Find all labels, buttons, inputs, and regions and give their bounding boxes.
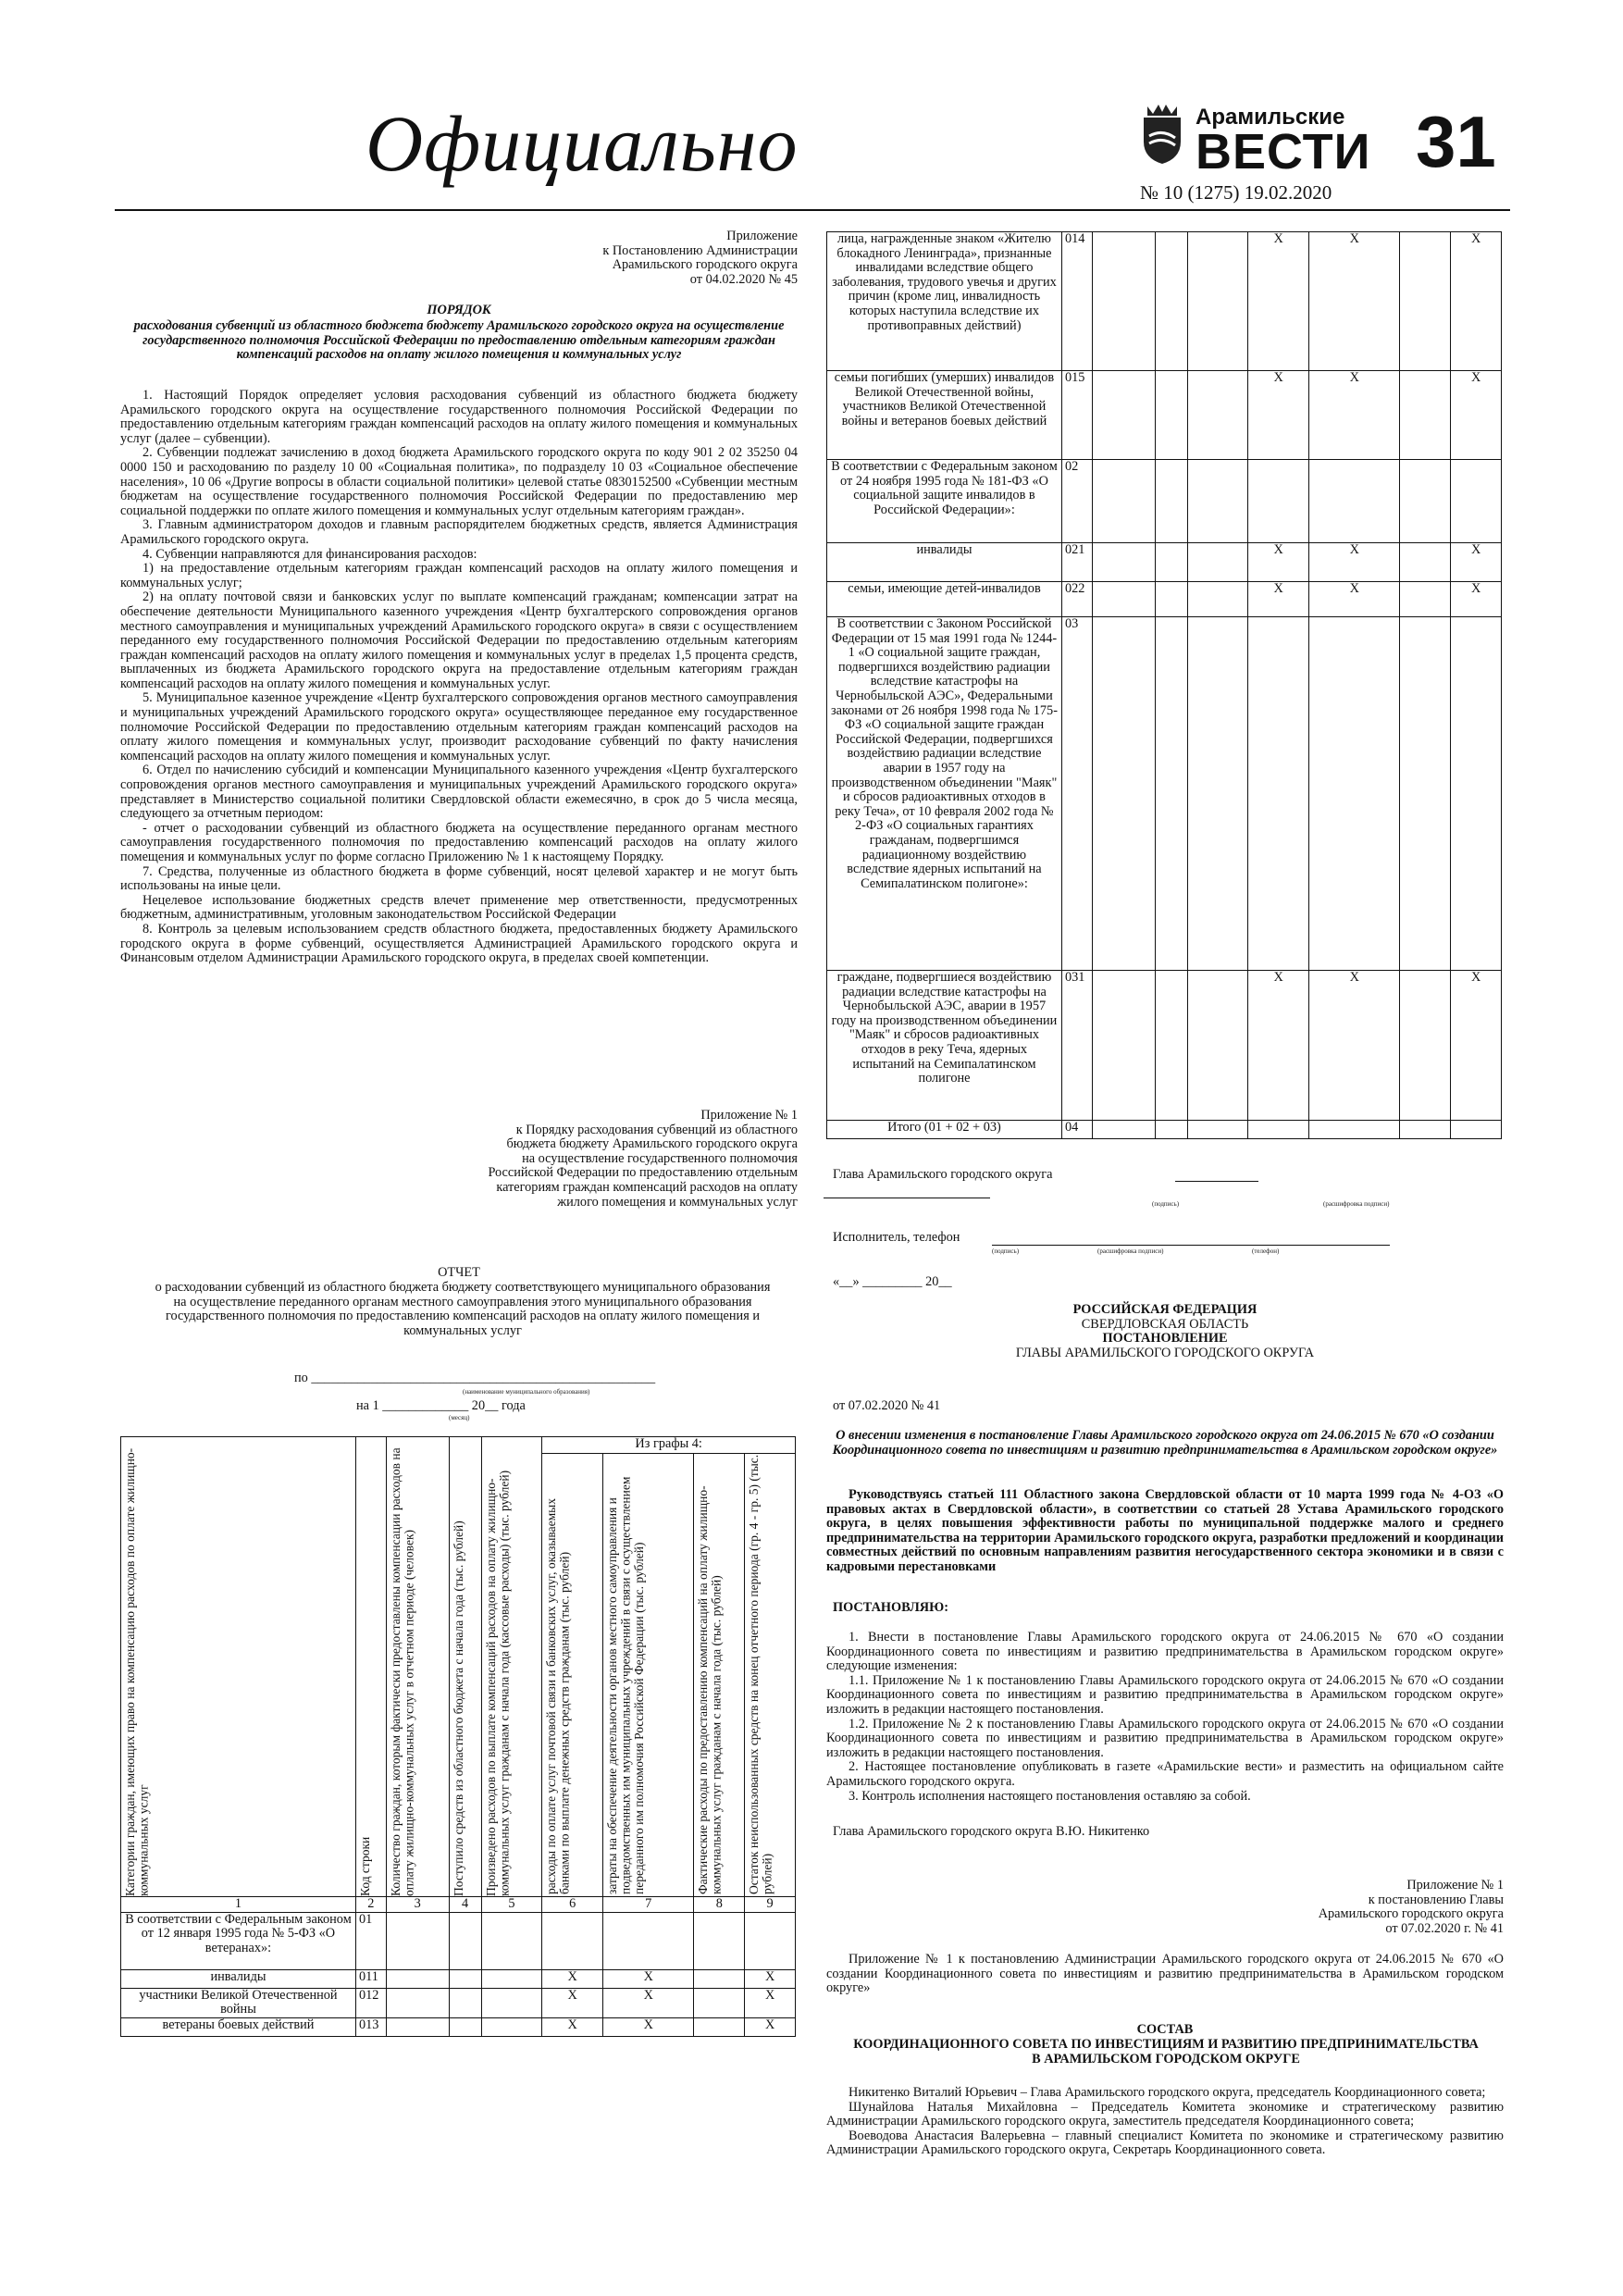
app2-line: от 07.02.2020 г. № 41: [1385, 1920, 1504, 1936]
paragraph: 2) на оплату почтовой связи и банковских услуг по выплате компенсаций гражданам; компенсации затрат на обеспечение деятельности Муниципального казенного учреждения «Центр бухгалтерского сопровождения органов местного самоуправления и муниципальных учреждений Арамильского городского округа» в связи с осуществлением переданного ему государственного полномочия Российской Федерации по предоставлению отдельным категориям граждан компенсаций расходов на оплату жилого помещения и коммунальных услуг в пределах 1,5 процента средств, выплаченных из бюджета Арамильского городского округа на предоставление отдельным категориям граждан компенсаций расходов на оплату жилого помещения и коммунальных услуг.: [120, 590, 798, 691]
logo-main-text: ВЕСТИ: [1196, 124, 1371, 180]
decree-preamble: Руководствуясь статьей 111 Областного закона Свердловской области от 10 марта 1999 года № 4-ОЗ «О правовых актах в Свердловской области», в соответствии со статьей 28 Устава Арамильского городского округа, в целях повышения эффективности работы по муниципальной поддержке малого и среднего предпринимательства на территории Арамильского городского округа, разработки предложений и координации совместных действий по основным направлениям развития негосударственного сектора экономики и в связи с кадровыми перестановками: [826, 1487, 1504, 1574]
header-cell: Поступило средств из областного бюджета с начала года (тыс. рублей): [449, 1437, 481, 1897]
report-subtitle: [130, 1281, 796, 1338]
sostav-title: СОСТАВ: [1136, 2022, 1194, 2037]
appendix-header: [463, 230, 798, 287]
decree-header-line: ГЛАВЫ АРАМИЛЬСКОГО ГОРОДСКОГО ОКРУГА: [1015, 1345, 1315, 1360]
table-row: В соответствии с Федеральным законом от 24 ноября 1995 года № 181-ФЗ «О социальной защите инвалидов в Российской Федерации»: 02: [827, 460, 1502, 543]
paragraph: 7. Средства, полученные из областного бюджета в форме субвенций, носят целевой характер и не могут быть использованы на иные цели.: [120, 863, 798, 894]
paragraph: 1. Настоящий Порядок определяет условия расходования субвенций из областного бюджета бюджету Арамильского городского округа на осуществление государственного полномочия Российской Федерации по предоставлению отдельным категориям граждан компенсаций расходов на оплату жилого помещения и коммунальных услуг (далее – субвенции).: [120, 388, 798, 446]
report-table: [120, 1436, 796, 2037]
table-row: семьи, имеющие детей-инвалидов 022 X X X: [827, 582, 1502, 617]
member-item: Воеводова Анастасия Валерьевна – главный специалист Комитета по экономике и стратегическому развитию Администрации Арамильского городского округа, Секретарь Координационного совета.: [826, 2128, 1504, 2158]
newspaper-logo: [1138, 97, 1371, 180]
paragraph: 5. Муниципальное казенное учреждение «Центр бухгалтерского сопровождения органов местного самоуправления и муниципальных учреждений Арамильского городского округа» осуществляющее переданное ему государственное полномочие Российской Федерации по предоставлению отдельным категориям граждан компенсаций расходов на оплату жилого помещения и коммунальных услуг, производит расходование субвенций по факту начисления компенсаций расходов на оплату жилого помещения и коммунальных услуг.: [120, 690, 798, 763]
sign-head: Глава Арамильского городского округа: [833, 1167, 1053, 1182]
paragraph: 2. Субвенции подлежат зачислению в доход бюджета Арамильского городского округа по коду 901 2 02 35250 04 0000 150 и расходованию по разделу 10 00 «Социальная политика», по подразделу 10 03 «Социальное обеспечение населения», 10 06 «Другие вопросы в области социальной политики» целевой статье 0830152500 «Субвенции местным бюджетам на осуществление государственного полномочия Российской Федерации по предоставлению мер социальной поддержки по оплате жилого помещения и коммунальных услуг отдельным категориям граждан».: [120, 445, 798, 518]
appendix-line: жилого помещения и коммунальных услуг: [557, 1194, 798, 1210]
decree-item: 1. Внести в постановление Главы Арамильского городского округа от 24.06.2015 № 670 «О создании Координационного совета по инвестициям и развитию предпринимательства в Арамильском городском округе» следующие изменения:: [826, 1630, 1504, 1674]
appendix-line: категориям граждан компенсаций расходов на оплату: [496, 1179, 798, 1195]
decree-items: [826, 1631, 1504, 1804]
header-cell: Количество граждан, которым фактически предоставлены компенсации расходов на оплату жилищно-коммунальных услуг в отчетном периоде (человек): [386, 1437, 449, 1897]
col-number: 3: [386, 1897, 449, 1913]
paragraph: - отчет о расходовании субвенций из областного бюджета на осуществление переданного органам местного самоуправления государственного полномочия по предоставлению компенсаций расходов на оплату жилого помещения и коммунальных услуг по форме согласно Приложению № 1 к настоящему Порядку.: [120, 820, 798, 864]
postanovlyayu: ПОСТАНОВЛЯЮ:: [833, 1600, 948, 1615]
decree-header-line: ПОСТАНОВЛЕНИЕ: [1102, 1331, 1228, 1347]
report-table-continued: [826, 231, 1502, 1139]
order-title: ПОРЯДОК: [427, 303, 491, 317]
paragraph: Нецелевое использование бюджетных средств влечет применение мер ответственности, предусмотренных бюджетным, административным, уголовным законодательством Российской Федерации: [120, 892, 798, 923]
appendix-line: к Порядку расходования субвенций из областного: [515, 1122, 798, 1137]
header-cell: Фактические расходы по предоставлению компенсаций на оплату жилищно-коммунальных услуг гражданам с начала года (тыс. рублей): [694, 1454, 745, 1897]
sign-line: [992, 1245, 1390, 1246]
col-number: 9: [745, 1897, 796, 1913]
appendix-line: бюджета бюджету Арамильского городского округа: [506, 1136, 798, 1152]
col-number: 4: [449, 1897, 481, 1913]
app2-line: к постановлению Главы: [1368, 1892, 1504, 1907]
header-cell: Код строки: [355, 1437, 386, 1897]
decree-item: 2. Настоящее постановление опубликовать в газете «Арамильские вести» и разместить на официальном сайте Арамильского городского округа.: [826, 1759, 1504, 1789]
order-body: [120, 389, 798, 966]
appendix-line: от 04.02.2020 № 45: [689, 271, 798, 287]
decree-item: 1.2. Приложение № 2 к постановлению Главы Арамильского городского округа от 24.06.2015 № 670 «О создании Координационного совета по инвестициям и развитию предпринимательства в Арамильском городском округе» изложить в редакции настоящего постановления.: [826, 1716, 1504, 1760]
table-row: инвалиды 011 X X X: [121, 1969, 796, 1988]
header-cell: Остаток неиспользованных средств на конец отчетного периода (гр. 4 - гр. 5) (тыс. рублей): [745, 1454, 796, 1897]
table-row: семьи погибших (умерших) инвалидов Великой Отечественной войны, участников Великой Отечественной войны и ветеранов боевых действий 015 X X X: [827, 371, 1502, 460]
app2-line: Арамильского городского округа: [1318, 1906, 1504, 1922]
appendix-line: Российской Федерации по предоставлению отдельным: [488, 1165, 798, 1181]
decree-date: от 07.02.2020 № 41: [833, 1398, 941, 1413]
appendix-line: к Постановлению Администрации: [602, 242, 798, 258]
app2-line: Приложение № 1: [1406, 1878, 1504, 1893]
appendix1-header: [389, 1109, 798, 1210]
executor-label: Исполнитель, телефон: [833, 1230, 960, 1245]
issue-number: № 10 (1275) 19.02.2020: [1140, 181, 1332, 204]
sign-hint: (подпись): [992, 1247, 1020, 1255]
na-hint: (месяц): [449, 1414, 470, 1421]
table-row: лица, награжденные знаком «Жителю блокадного Ленинграда», признанные инвалидами вследствие общего заболевания, трудового увечья и других причин (кроме лиц, инвалидность которых наступила вследствие их противоправных действий) 014 X X X: [827, 232, 1502, 371]
decree-header-line: СВЕРДЛОВСКАЯ ОБЛАСТЬ: [1081, 1316, 1249, 1332]
col-number: 8: [694, 1897, 745, 1913]
member-item: Шунайлова Наталья Михайловна – Председатель Комитета экономике и стратегическому развитию Администрации Арамильского городского округа, заместитель председателя Координационного совета;: [826, 2099, 1504, 2129]
table-row: В соответствии с Федеральным законом от 12 января 1995 года № 5-ФЗ «О ветеранах»: 01: [121, 1912, 796, 1969]
section-title: Официально: [365, 99, 799, 188]
members-list: [826, 2086, 1504, 2158]
report-line: государственного полномочия по предоставлению компенсаций расходов на оплату жилого помещения и коммунальных услуг: [166, 1309, 760, 1338]
header-cell: Произведено расходов по выплате компенсаций расходов на оплату жилищно-коммунальных услуг гражданам с начала года (кассовые расходы) (тыс. рублей): [481, 1437, 542, 1897]
table-row: Итого (01 + 02 + 03) 04: [827, 1121, 1502, 1139]
header-rule: [115, 209, 1510, 211]
col-number: 1: [121, 1897, 356, 1913]
paragraph: 6. Отдел по начислению субсидий и компенсации Муниципального казенного учреждения «Центр бухгалтерского сопровождения органов местного самоуправления и муниципальных учреждений Арамильского городского округа» представляет в Министерство социальной политики Свердловской области ежемесячно, в срок до 5 числа месяца, следующего за отчетным периодом:: [120, 763, 798, 822]
table-row: ветераны боевых действий 013 X X X: [121, 2017, 796, 2036]
col-number: 2: [355, 1897, 386, 1913]
paragraph: 4. Субвенции направляются для финансирования расходов:: [142, 546, 477, 562]
header-cell: Категории граждан, имеющих право на компенсацию расходов по оплате жилищно-коммунальных услуг: [121, 1437, 356, 1897]
table-row: участники Великой Отечественной войны 012 X X X: [121, 1988, 796, 2017]
table-row: В соответствии с Законом Российской Федерации от 15 мая 1991 года № 1244-1 «О социальной защите граждан, подвергшихся воздействию радиации вследствие катастрофы на Чернобыльской АЭС», Федеральными законами от 26 ноября 1998 года № 175-ФЗ «О социальной защите граждан Российской Федерации, подвергшихся воздействию радиации вследствие аварии в 1957 году на производственном объединении "Маяк" и сбросов радиоактивных отходов в реку Теча», от 10 февраля 2002 года № 2-ФЗ «О социальных гарантиях гражданам, подвергшимся радиационному воздействию вследствие ядерных испытаний на Семипалатинском полигоне»: 03: [827, 617, 1502, 971]
decree-sign: Глава Арамильского городского округа В.Ю. Никитенко: [833, 1824, 1150, 1839]
decree-title: О внесении изменения в постановление Главы Арамильского городского округа от 24.06.2015 № 670 «О создании Координационного совета по инвестициям и развитию предпринимательства в Арамильском городском округе»: [832, 1428, 1498, 1458]
decree-item: 3. Контроль исполнения настоящего постановления оставляю за собой.: [849, 1788, 1251, 1804]
decree-item: 1.1. Приложение № 1 к постановлению Главы Арамильского городского округа от 24.06.2015 № 670 «О создании Координационного совета по инвестициям и развитию предпринимательства в Арамильском городском округе» изложить в редакции настоящего постановления.: [826, 1672, 1504, 1717]
app2-intro: Приложение № 1 к постановлению Администрации Арамильского городского округа от 24.06.2015 № 670 «О создании Координационного совета по инвестициям и развитию предпринимательства в Арамильском городском округе»: [826, 1952, 1504, 1996]
appendix-line: на осуществление государственного полномочия: [522, 1150, 798, 1166]
paragraph: 3. Главным администратором доходов и главным распорядителем бюджетных средств, является Администрация Арамильского городского округа.: [120, 517, 798, 547]
paragraph: 1) на предоставление отдельным категориям граждан компенсаций расходов на оплату жилого помещения и коммунальных услуг;: [120, 561, 798, 590]
paragraph: 8. Контроль за целевым использованием средств областного бюджета, предоставленных бюджету Арамильского городского округа в форме субвенций, осуществляется Администрацией Арамильского городского округа и Финансовым отделом Администрации Арамильского городского округа, в пределах своей компетенции.: [120, 921, 798, 966]
date-line: «__» _________ 20__: [833, 1274, 952, 1289]
decree-header: [826, 1303, 1504, 1360]
col-number: 5: [481, 1897, 542, 1913]
po-line: по ____________________________________________________: [294, 1371, 656, 1385]
order-subtitle: расходования субвенций из областного бюджета бюджету Арамильского городского округа на осуществление государственного полномочия Российской Федерации по предоставлению отдельным категориям граждан компенсаций расходов на оплату жилого помещения и коммунальных услуг: [133, 318, 785, 363]
coat-of-arms-icon: [1138, 101, 1186, 166]
sign-hint: (подпись): [1152, 1200, 1180, 1208]
header-cell: расходы по оплате услуг почтовой связи и банковских услуг, оказываемых банками по выплате денежных средств гражданам (тыс. рублей): [542, 1454, 603, 1897]
sign-line: [1175, 1181, 1258, 1182]
logo-top-text: Арамильские: [1196, 105, 1345, 130]
na-line: на 1 _____________ 20__ года: [356, 1398, 526, 1413]
app2-header: [1203, 1879, 1504, 1936]
table-row: граждане, подвергшиеся воздействию радиации вследствие катастрофы на Чернобыльской АЭС, аварии в 1957 году на производственном объединении "Маяк" и сбросов радиоактивных отходов в реку Теча, ядерных испытаний на Семипалатинском полигоне 031 X X X: [827, 971, 1502, 1121]
col-number: 7: [602, 1897, 694, 1913]
page-number: 31: [1416, 101, 1496, 182]
appendix-line: Приложение: [726, 229, 798, 243]
appendix-line: Арамильского городского округа: [612, 257, 798, 273]
decree-header-line: РОССИЙСКАЯ ФЕДЕРАЦИЯ: [1072, 1302, 1258, 1317]
sign-hint: (телефон): [1252, 1247, 1280, 1255]
member-item: Никитенко Виталий Юрьевич – Глава Арамильского городского округа, председатель Координационного совета;: [849, 2085, 1486, 2100]
table-row: инвалиды 021 X X X: [827, 543, 1502, 582]
group-header: Из графы 4:: [542, 1437, 796, 1454]
header-cell: затраты на обеспечение деятельности органов местного самоуправления и подведомственных им муниципальных учреждений в связи с осуществлением переданного им полномочия Российской Федерации (тыс. рублей): [602, 1454, 694, 1897]
sign-hint: (расшифровка подписи): [1323, 1200, 1390, 1208]
appendix-line: Приложение № 1: [700, 1108, 798, 1123]
po-hint: (наименование муниципального образования): [463, 1388, 590, 1396]
col-number: 6: [542, 1897, 603, 1913]
sign-hint: (расшифровка подписи): [1097, 1247, 1164, 1255]
report-line: на осуществление переданного органам местного самоуправления этого муниципального образования: [173, 1294, 752, 1309]
sostav-subtitle: КООРДИНАЦИОННОГО СОВЕТА ПО ИНВЕСТИЦИЯМ И РАЗВИТИЮ ПРЕДПРИНИМАТЕЛЬСТВА В АРАМИЛЬСКОМ ГОРОДСКОМ ОКРУГЕ: [853, 2037, 1479, 2066]
report-line: о расходовании субвенций из областного бюджета бюджету соответствующего муниципального образования: [155, 1280, 771, 1295]
report-title: ОТЧЕТ: [438, 1265, 480, 1280]
